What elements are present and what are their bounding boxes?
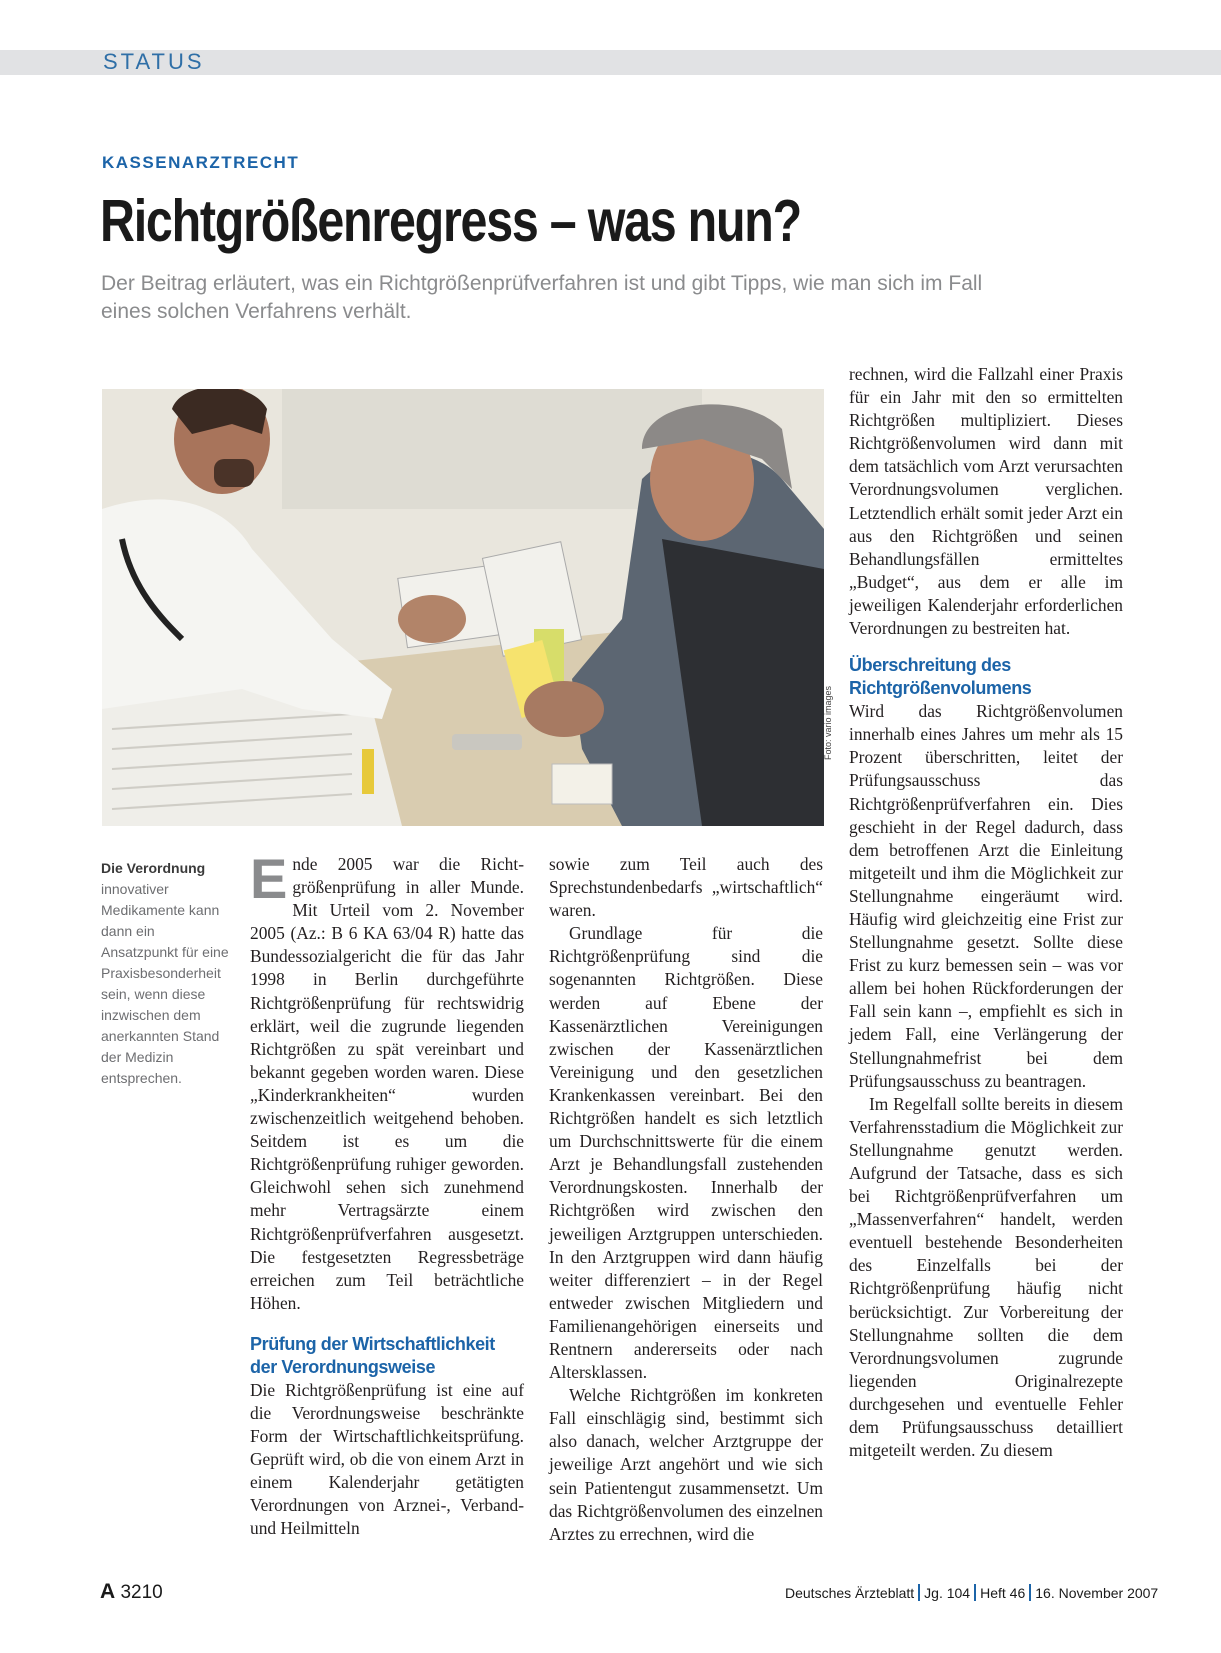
section-heading: Prüfung der Wirtschaftlichkeit der Verordnungsweise (250, 1333, 495, 1377)
footer-separator (918, 1584, 920, 1601)
photo-caption (101, 858, 229, 1089)
page-prefix: A (100, 1580, 116, 1603)
caption-text: innovativer Medikamente kann dann ein Ansatzpunkt für eine Praxisbesonderheit sein, wenn diese inzwischen dem anerkannten Stand der Medizin entsprechen. (101, 881, 229, 1086)
article-kicker: KASSENARZTRECHT (102, 153, 300, 172)
article-title: Richtgrößenregress – was nun? (100, 188, 801, 254)
body-paragraph: Wird das Richtgrößenvolumen innerhalb eines Jahres um mehr als 15 Prozent überschritten, leitet der Prüfungsausschuss das Richtgrößenprüfverfahren ein. Dies geschieht in der Regel dadurch, dass dem betroffenen Arzt die Einleitung mitgeteilt und ihm die Möglichkeit zur Stellungnahme eingeräumt wird. Häufig wird gleichzeitig eine Frist zur Stellungnahme gesetzt. Sollte diese Frist zu kurz bemessen sein – was vor allem bei hohen Rückforderungen der Fall sein kann –, empfiehlt es sich in jedem Fall, eine Verlängerung der Stellungnahmefrist bei dem Prüfungsausschuss zu beantragen. (849, 701, 1123, 1091)
body-paragraph: nde 2005 war die Richtgrößenprüfung in aller Munde. Mit Urteil vom 2. November 2005 (Az.: B 6 KA 63/04 R) hatte das Bundessozialgericht die für das Jahr 1998 in Berlin durchgeführte Richtgrößenprüfung für rechtswidrig erklärt, weil die zugrunde liegenden Richtgrößen zu spät vereinbart und bekannt gegeben worden waren. Diese „Kinderkrankheiten“ wurden zwischenzeitlich weitgehend behoben. Seitdem ist es um die Richtgrößenprüfung ruhiger geworden. Gleichwohl sehen sich zunehmend mehr Vertragsärzte einem Richtgrößenprüfverfahren ausgesetzt. Die festgesetzten Regressbeträge erreichen zum Teil beträchtliche Höhen. (250, 854, 524, 1313)
footer-separator (974, 1584, 976, 1601)
section-heading: Überschreitung des Richtgrößenvolumens (849, 655, 1032, 699)
journal-issue: Heft 46 (980, 1585, 1026, 1601)
article-lead: Der Beitrag erläutert, was ein Richtgrößenprüfverfahren ist und gibt Tipps, wie man sich im Fall eines solchen Verfahrens verhält. (101, 272, 983, 323)
journal-date: 16. November 2007 (1035, 1585, 1159, 1601)
body-paragraph: sowie zum Teil auch des Sprechstundenbedarfs „wirtschaftlich“ waren. (549, 854, 823, 921)
body-paragraph: Welche Richtgrößen im konkreten Fall einschlägig sind, bestimmt sich also danach, welcher Arztgruppe der jeweilige Arzt angehört und wie sich sein Patientengut zusammensetzt. Um das Richtgrößenvolumen des einzelnen Arztes zu errechnen, wird die (549, 1385, 823, 1544)
body-column-3 (849, 363, 1123, 1462)
section-label: STATUS (103, 49, 205, 74)
page-number-value: 3210 (120, 1582, 163, 1603)
body-paragraph: Die Richtgrößenprüfung ist eine auf die Verordnungsweise beschränkte Form der Wirtschaftlichkeitsprüfung. Geprüft wird, ob die von einem Arzt in einem Kalenderjahr getätigten Verordnungen von Arznei-, Verband- und Heilmitteln (250, 1379, 524, 1539)
photo-credit: Foto: vario images (823, 685, 833, 760)
body-paragraph: Grundlage für die Richtgrößenprüfung sind die sogenannten Richtgrößen. Diese werden auf Ebene der Kassenärztlichen Vereinigungen zwischen der Kassenärztlichen Vereinigung und den gesetzlichen Krankenkassen vereinbart. Bei den Richtgrößen handelt es sich letztlich um Durchschnittswerte für die einem Arzt je Behandlungsfall zustehenden Verordnungskosten. Innerhalb der Richtgrößen wird zwischen den jeweiligen Arztgruppen unterschieden. In den Arztgruppen wird dann häufig weiter differenziert – in der Regel entweder zwischen Mitgliedern und Familienangehörigen einerseits und Rentnern andererseits oder nach Altersklassen. (549, 923, 823, 1383)
footer-separator (1029, 1584, 1031, 1601)
body-paragraph: Im Regelfall sollte bereits in diesem Verfahrensstadium die Möglichkeit zur Stellungnahme genutzt werden. Aufgrund der Tatsache, dass es sich bei Richtgrößenprüfverfahren um „Massenverfahren“ handelt, werden eventuell bestehende Besonderheiten des Einzelfalls bei der Richtgrößenprüfung häufig nicht berücksichtigt. Zur Vorbereitung der Stellungnahme sollten die dem Verordnungsvolumen zugrunde liegenden Originalrezepte durchgesehen und eventuelle Fehler dem Prüfungsausschuss detailliert mitgeteilt werden. Zu diesem (849, 1093, 1123, 1461)
journal-volume: Jg. 104 (924, 1585, 971, 1601)
body-column-2 (549, 853, 823, 1546)
caption-title: Die Verordnung (101, 860, 206, 876)
page-number (100, 1580, 163, 1604)
article-photo (102, 389, 824, 826)
drop-cap: E (250, 847, 288, 910)
journal-footer (785, 1584, 1159, 1601)
body-paragraph: rechnen, wird die Fallzahl einer Praxis für ein Jahr mit den so ermittelten Richtgrößen multipliziert. Dieses Richtgrößenvolumen wird dann mit dem tatsächlich vom Arzt verursachten Verordnungsvolumen verglichen. Letztendlich erhält somit jeder Arzt ein aus den Richtgrößen und seinen Behandlungsfällen ermitteltes „Budget“, aus dem er alle im jeweiligen Kalenderjahr erforderlichen Verordnungen zu bestreiten hat. (849, 364, 1123, 639)
body-column-1 (250, 847, 524, 1541)
journal-name: Deutsches Ärzteblatt (785, 1585, 915, 1601)
